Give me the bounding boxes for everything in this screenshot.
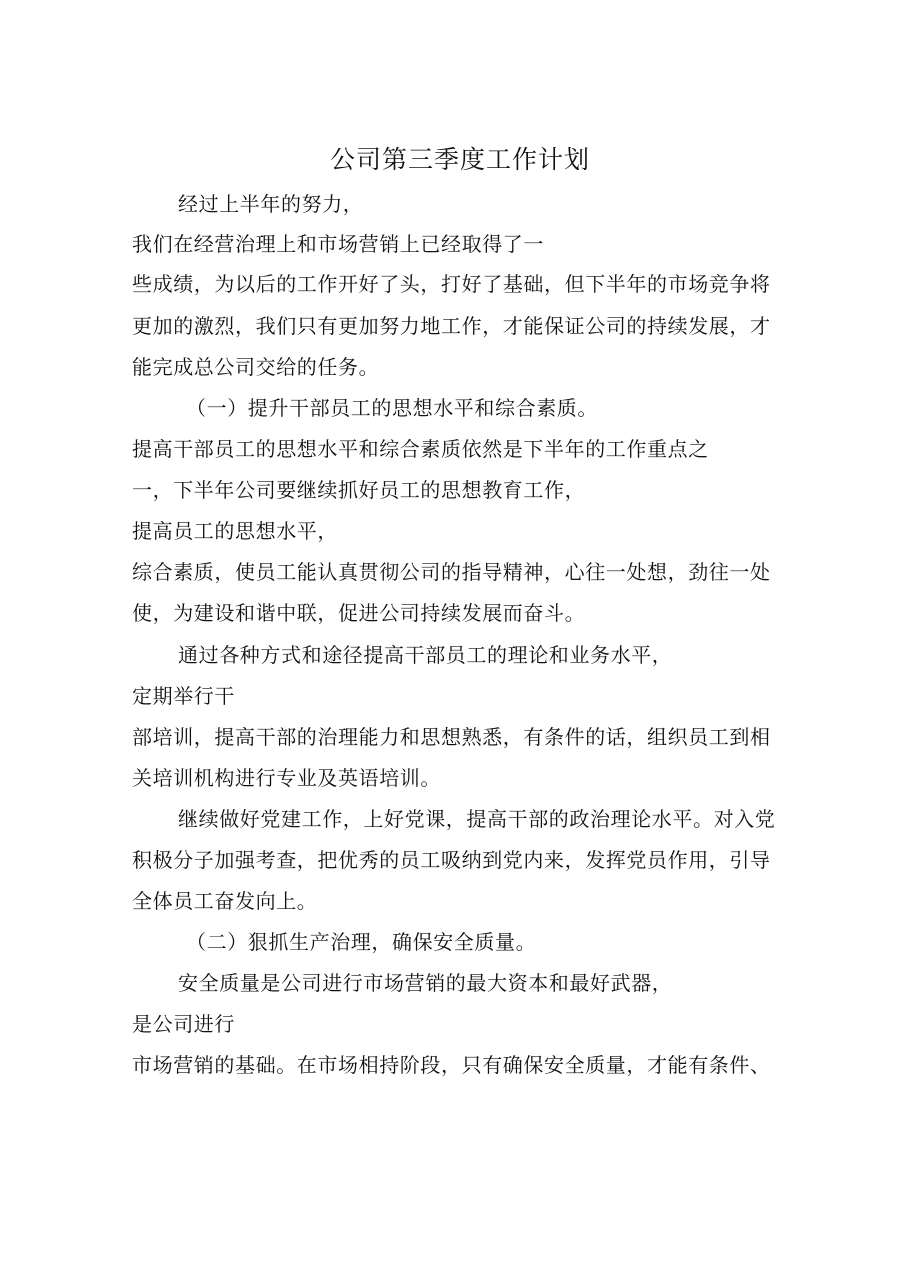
paragraph-line: 综合素质，使员工能认真贯彻公司的指导精神，心往一处想，劲往一处 bbox=[132, 560, 771, 584]
paragraph-line: 定期举行干 bbox=[132, 684, 235, 708]
paragraph-line: 市场营销的基础。在市场相持阶段，只有确保安全质量，才能有条件、 bbox=[132, 1053, 771, 1077]
document-title: 公司第三季度工作计划 bbox=[329, 145, 590, 174]
paragraph-line: 些成绩，为以后的工作开好了头，打好了基础，但下半年的市场竞争将 bbox=[132, 272, 771, 296]
paragraph-line: 更加的激烈，我们只有更加努力地工作，才能保证公司的持续发展，才 bbox=[132, 314, 771, 338]
paragraph-line: 提高员工的思想水平， bbox=[132, 519, 338, 543]
paragraph-line: 积极分子加强考查，把优秀的员工吸纳到党内来，发挥党员作用，引导 bbox=[132, 848, 771, 872]
paragraph-line: 经过上半年的努力， bbox=[178, 192, 364, 216]
paragraph-line: 使，为建设和谐中联，促进公司持续发展而奋斗。 bbox=[132, 601, 586, 625]
paragraph-line: 全体员工奋发向上。 bbox=[132, 889, 318, 913]
paragraph-line: 通过各种方式和途径提高干部员工的理论和业务水平， bbox=[178, 643, 673, 667]
paragraph-line: 我们在经营治理上和市场营销上已经取得了一 bbox=[132, 232, 544, 256]
section-heading: （二）狠抓生产治理，确保安全质量。 bbox=[186, 930, 537, 954]
paragraph-line: 部培训，提高干部的治理能力和思想熟悉，有条件的话，组织员工到相 bbox=[132, 725, 771, 749]
paragraph-line: 继续做好党建工作，上好党课，提高干部的政治理论水平。对入党 bbox=[178, 807, 776, 831]
section-heading: （一）提升干部员工的思想水平和综合素质。 bbox=[186, 396, 598, 420]
paragraph-line: 安全质量是公司进行市场营销的最大资本和最好武器， bbox=[178, 971, 673, 995]
paragraph-line: 是公司进行 bbox=[132, 1012, 235, 1036]
paragraph-line: 提高干部员工的思想水平和综合素质依然是下半年的工作重点之 bbox=[132, 437, 709, 461]
paragraph-line: 能完成总公司交给的任务。 bbox=[132, 355, 380, 379]
paragraph-line: 关培训机构进行专业及英语培训。 bbox=[132, 766, 441, 790]
paragraph-line: 一，下半年公司要继续抓好员工的思想教育工作， bbox=[132, 478, 586, 502]
